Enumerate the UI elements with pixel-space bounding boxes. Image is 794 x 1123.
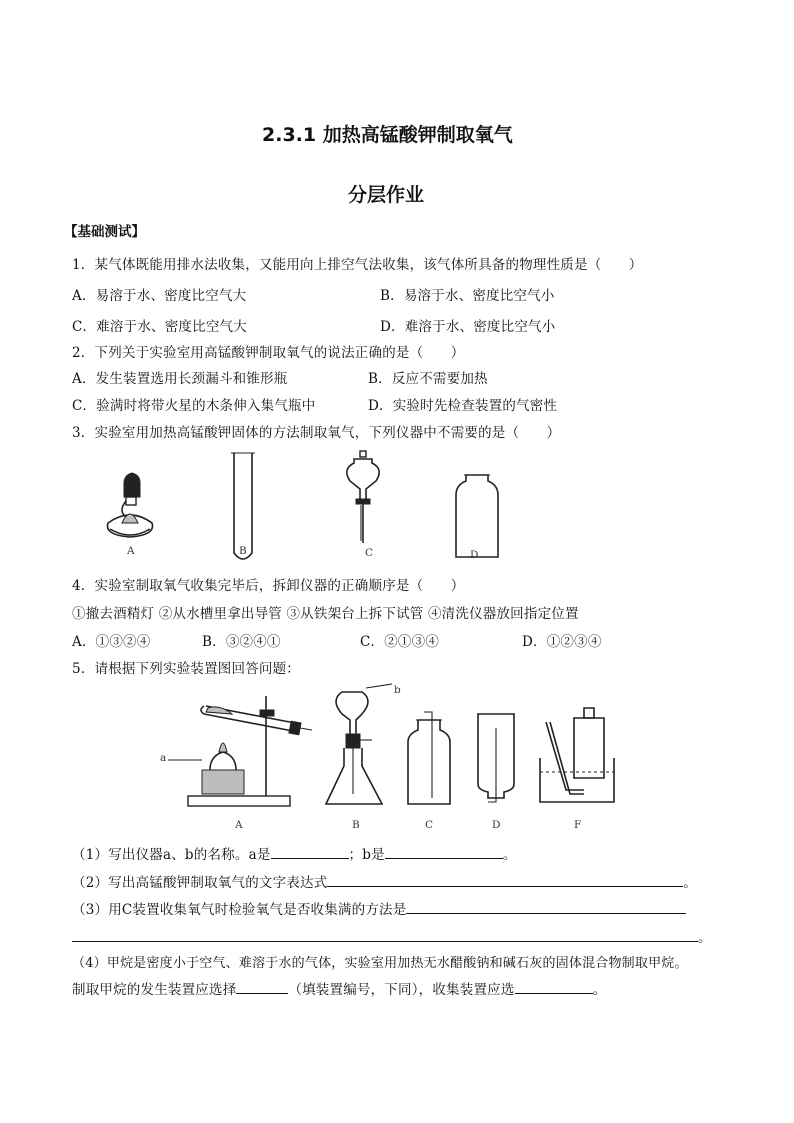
q4-option-c: C．②①③④ [360, 634, 440, 650]
q1-stem: 1．某气体既能用排水法收集，又能用向上排空气法收集，该气体所具备的物理性质是（ ） [72, 257, 643, 273]
q5-mark-a: a [160, 752, 167, 764]
q5-apparatus-figure [0, 678, 794, 838]
q5-label-a: A [235, 819, 243, 831]
q5-sub3-continued [72, 926, 712, 946]
q5-sub3 [72, 898, 686, 918]
q4-option-a: A．①③②④ [72, 634, 151, 650]
q5-stem: 5．请根据下列实验装置图回答问题： [72, 661, 300, 677]
q3-label-b: B [239, 545, 247, 557]
q4-stem: 4．实验室制取氧气收集完毕后，拆卸仪器的正确顺序是（ ） [72, 578, 465, 594]
q5-mark-b: b [394, 684, 401, 696]
q5-sub4-prefix: 制取甲烷的发生装置应选择 [72, 982, 237, 998]
q5-sub1-middle: ；b是 [348, 847, 385, 863]
q5-label-c: C [425, 819, 434, 831]
q5-sub2-prefix: （2）写出高锰酸钾制取氧气的文字表达式 [72, 875, 328, 891]
water-trough-icon [540, 708, 614, 802]
section-heading: 【基础测试】 [64, 224, 145, 240]
gas-jar-icon [456, 475, 498, 557]
q1-option-a: A．易溶于水、密度比空气大 [72, 288, 247, 304]
answer-blank-method-line2[interactable] [72, 929, 698, 942]
q5-sub3-end: 。 [698, 930, 712, 946]
q2-option-a: A．发生装置选用长颈漏斗和锥形瓶 [72, 371, 288, 387]
q1-option-c: C．难溶于水、密度比空气大 [72, 319, 247, 335]
q4-option-b: B．③②④① [202, 634, 281, 650]
q1-option-d: D．难溶于水、密度比空气小 [380, 319, 556, 335]
q2-option-c: C．验满时将带火星的木条伸入集气瓶中 [72, 398, 316, 414]
answer-blank-equation[interactable] [327, 874, 683, 887]
conical-flask-icon [326, 684, 392, 804]
gas-bottle-downward-icon [478, 714, 514, 802]
heating-apparatus-icon [168, 696, 312, 806]
q5-sub3-prefix: （3）用C装置收集氧气时检验氧气是否收集满的方法是 [72, 902, 407, 918]
answer-blank-a[interactable] [271, 846, 349, 859]
q4-steps: ①撤去酒精灯 ②从水槽里拿出导管 ③从铁架台上拆下试管 ④清洗仪器放回指定位置 [72, 606, 579, 622]
q1-option-b: B．易溶于水、密度比空气小 [380, 288, 555, 304]
q5-sub2 [72, 871, 697, 891]
answer-blank-collector[interactable] [515, 981, 593, 994]
q3-stem: 3．实验室用加热高锰酸钾固体的方法制取氧气，下列仪器中不需要的是（ ） [72, 425, 561, 441]
page-title: 2.3.1 加热高锰酸钾制取氧气 [262, 124, 513, 146]
q5-label-b: B [352, 819, 360, 831]
answer-blank-generator[interactable] [236, 981, 288, 994]
q2-option-b: B．反应不需要加热 [368, 371, 488, 387]
q2-option-d: D．实验时先检查装置的气密性 [368, 398, 558, 414]
q5-label-f: F [574, 819, 582, 831]
q5-sub4-middle: （填装置编号，下同），收集装置应选 [288, 982, 515, 998]
q5-sub2-end: 。 [683, 875, 698, 891]
q5-sub1-prefix: （1）写出仪器a、b的名称。a是 [72, 847, 271, 863]
answer-blank-b[interactable] [385, 846, 503, 859]
page-subtitle: 分层作业 [348, 184, 425, 206]
q3-label-a: A [127, 545, 135, 557]
test-tube-icon [231, 453, 255, 559]
q5-sub1-end: 。 [502, 847, 517, 863]
q2-stem: 2．下列关于实验室用高锰酸钾制取氧气的说法正确的是（ ） [72, 345, 465, 361]
q5-sub4-line2 [72, 978, 606, 998]
separatory-funnel-icon [347, 451, 379, 543]
q3-label-d: D [470, 549, 479, 561]
q4-option-d: D．①②③④ [522, 634, 602, 650]
q3-apparatus-figure [0, 445, 794, 575]
q3-label-c: C [365, 547, 374, 559]
q5-sub4-end: 。 [592, 982, 607, 998]
answer-blank-method-line1[interactable] [406, 901, 686, 914]
q5-label-d: D [492, 819, 501, 831]
alcohol-lamp-icon [107, 473, 152, 537]
q5-sub1 [72, 843, 516, 863]
q5-sub4-line1: （4）甲烷是密度小于空气、难溶于水的气体，实验室用加热无水醋酸钠和碱石灰的固体混合物制取甲烷。 [72, 956, 688, 971]
gas-bottle-upward-icon [408, 712, 450, 804]
